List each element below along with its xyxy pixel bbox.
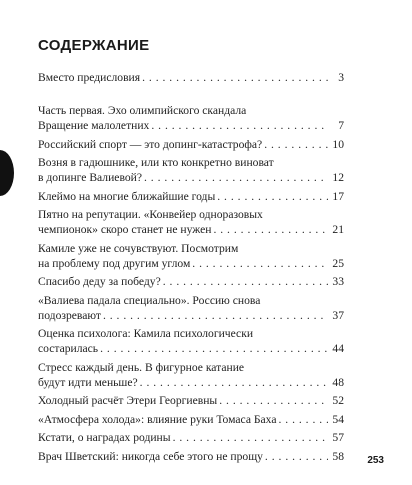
toc-page-number: 17 [332,189,344,203]
toc-leader-dots [213,222,328,237]
toc-entry-title-line: Возня в гадюшнике, или кто конкретно виноват [38,156,274,169]
toc-page-number: 57 [332,431,344,444]
toc-entry-title-line: Пятно на репутации. «Конвейер одноразовых [38,208,263,221]
toc-leader-dots [264,137,328,152]
toc-leader-dots [265,449,328,464]
toc-entry [38,430,344,445]
toc-entry-preface [38,70,344,85]
toc-leader-dots [103,308,328,323]
toc-entry-title-line: подозревают [38,308,101,322]
toc-page-number: 44 [332,342,344,355]
toc-leader-dots [219,393,328,408]
toc-entry [38,449,344,464]
toc-entry-title-line: Вращение малолетних [38,119,150,132]
toc-entry-title-line: состарилась [38,342,99,355]
toc-entry-title-line: Врач Шветский: никогда себе этого не прощу [38,449,263,463]
toc-entry-title-line: Камиле уже не сочувствуют. Посмотрим [38,241,239,255]
toc-entry-title-line: «Атмосфера холода»: влияние руки Томаса Баха [38,412,277,426]
toc-entry-title-line: на проблему под другим углом [38,256,191,270]
toc-page-number: 48 [332,375,344,389]
toc-entry [38,274,344,289]
toc-leader-dots [140,375,328,390]
toc-entry [38,360,344,390]
toc-entry-title-line: чемпионок» скоро станет не нужен [38,223,212,236]
page-title: СОДЕРЖАНИЕ [38,37,150,54]
page-edge-tab [0,150,14,196]
toc-leader-dots [144,170,328,185]
toc-entry-title-line: Холодный расчёт Этери Георгиевны [38,394,218,407]
toc-page-number: 10 [332,137,344,151]
toc-entry-title-line: Спасибо деду за победу? [38,275,161,288]
toc-leader-dots [142,70,328,85]
table-of-contents [38,70,344,467]
toc-entry-list [38,118,344,464]
toc-entry [38,293,344,323]
toc-entry-title-line: в допинге Валиевой? [38,171,142,184]
toc-entry [38,137,344,152]
toc-entry [38,118,344,133]
toc-leader-dots [278,412,328,427]
toc-entry [38,326,344,356]
part-heading: Часть первая. Эхо олимпийского скандала [38,104,247,117]
toc-entry-title: Вместо предисловия [38,71,141,84]
toc-leader-dots [217,189,328,204]
toc-leader-dots [173,430,328,445]
page-number: 253 [367,455,384,466]
toc-page-number: 54 [332,412,344,426]
toc-page-number: 3 [338,71,344,84]
toc-entry-title-line: Кстати, о наградах родины [38,431,171,444]
toc-page-number: 58 [332,449,344,463]
toc-leader-dots [192,256,328,271]
toc-page-number: 52 [332,394,344,407]
toc-entry [38,412,344,427]
toc-page-number: 37 [332,308,344,322]
toc-page-number: 21 [332,223,344,236]
toc-entry-title-line: будут идти меньше? [38,375,138,389]
toc-entry [38,155,344,185]
toc-entry [38,393,344,408]
toc-entry-title-line: Стресс каждый день. В фигурное катание [38,360,245,374]
toc-entry-title-line: «Валиева падала специально». Россию снова [38,293,261,307]
toc-page-number: 25 [332,256,344,270]
toc-entry [38,207,344,237]
toc-entry [38,189,344,204]
toc-leader-dots [100,341,328,356]
toc-page-number: 12 [332,171,344,184]
toc-page-number: 7 [338,119,344,132]
toc-page-number: 33 [332,275,344,288]
toc-entry-title-line: Клеймо на многие ближайшие годы [38,189,216,203]
toc-entry [38,241,344,271]
toc-entry-title-line: Оценка психолога: Камила психологически [38,327,254,340]
toc-leader-dots [163,274,328,289]
toc-leader-dots [151,118,328,133]
toc-entry-title-line: Российский спорт — это допинг-катастрофа? [38,137,263,151]
